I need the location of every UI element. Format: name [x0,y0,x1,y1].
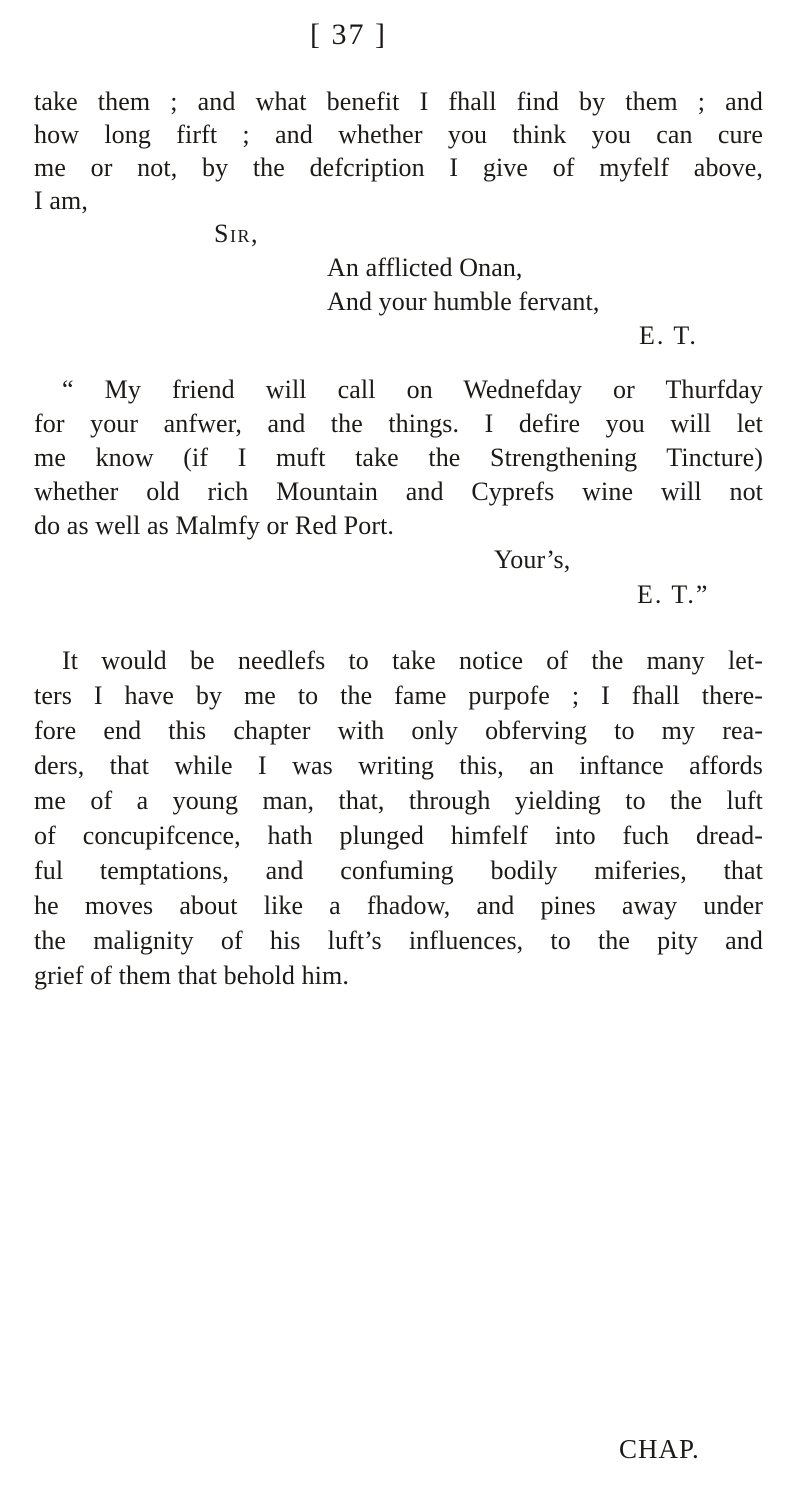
paragraph-line: grief of them that behold him. [34,961,349,990]
paragraph-line: me of a young man, that, through yielding to the luft [34,786,763,815]
postscript-line: for your anfwer, and the things. I defire you will let [34,409,763,438]
paragraph-line: the malignity of his luft’s influences, to the pity and [34,926,763,955]
postscript-signature: E. T.” [637,580,710,609]
paragraph-line: It would be needlefs to take notice of the many let- [62,646,763,675]
letter-line: I am, [34,186,88,215]
postscript-line: do as well as Malmfy or Red Port. [34,511,395,540]
closing-line: An afflicted Onan, [327,253,523,282]
paragraph-line: ful temptations, and confuming bodily miferies, that [34,856,763,885]
paragraph-line: he moves about like a fhadow, and pines away under [34,891,763,920]
letter-line: how long firft ; and whether you think you can cure [34,120,763,149]
catchword: CHAP. [619,1434,700,1464]
salutation: Sir, [214,219,259,248]
letter-line: me or not, by the defcription I give of myfelf above, [34,153,763,182]
closing-line: And your humble fervant, [327,287,600,316]
page-number: [ 37 ] [310,18,387,51]
paragraph-line: ters I have by me to the fame purpofe ; I fhall there- [34,681,763,710]
paragraph-line: of concupifcence, hath plunged himfelf into fuch dread- [34,821,763,850]
paragraph-line: fore end this chapter with only obferving to my rea- [34,716,763,745]
paragraph-line: ders, that while I was writing this, an inftance affords [34,751,763,780]
postscript-line: whether old rich Mountain and Cyprefs wine will not [34,477,763,506]
letter-line: take them ; and what benefit I fhall find by them ; and [34,87,763,116]
signature: E. T. [639,321,698,350]
postscript-closing: Your’s, [494,545,571,574]
postscript-line: “ My friend will call on Wednefday or Thurfday [62,375,763,404]
postscript-line: me know (if I muft take the Strengthening Tincture) [34,443,763,472]
